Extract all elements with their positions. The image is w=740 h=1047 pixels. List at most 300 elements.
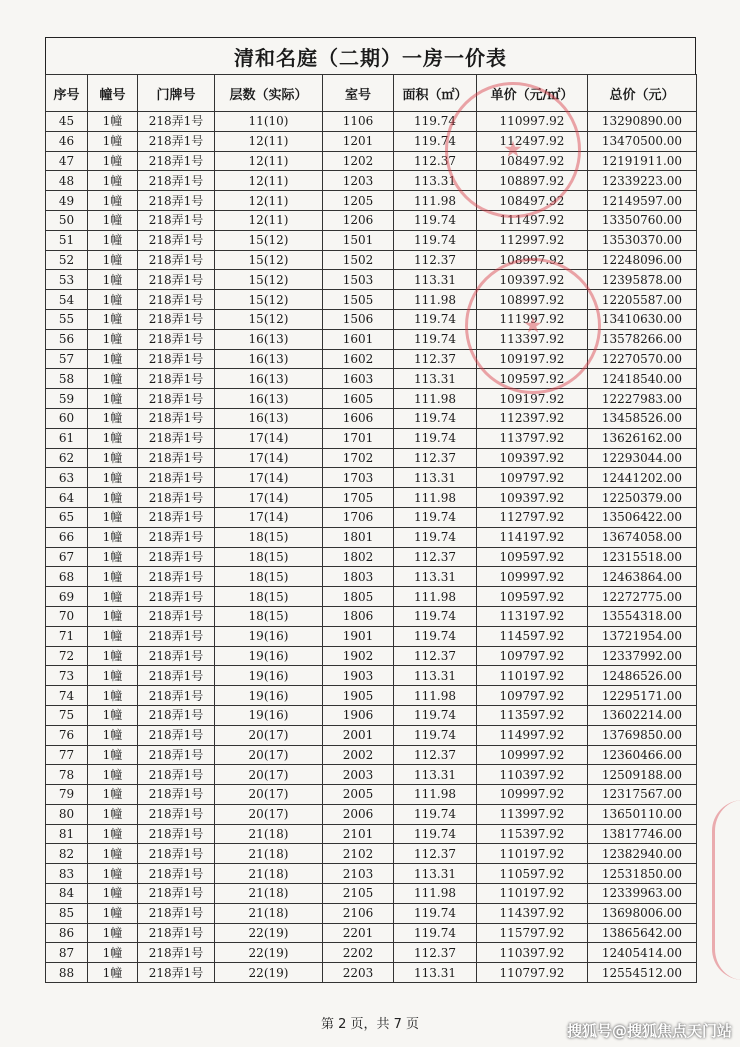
cell-floor: 15(12) [215, 290, 323, 310]
cell-door-number: 218弄1号 [138, 844, 215, 864]
cell-floor: 12(11) [215, 210, 323, 230]
cell-room: 1505 [323, 290, 394, 310]
cell-building: 1幢 [88, 903, 138, 923]
cell-room: 2005 [323, 785, 394, 805]
cell-door-number: 218弄1号 [138, 884, 215, 904]
cell-door-number: 218弄1号 [138, 785, 215, 805]
cell-area: 113.31 [394, 963, 477, 983]
price-table [45, 74, 697, 983]
table-row [46, 171, 697, 191]
cell-total-price: 12248096.00 [588, 250, 697, 270]
cell-index: 67 [46, 547, 88, 567]
cell-door-number: 218弄1号 [138, 943, 215, 963]
cell-building: 1幢 [88, 349, 138, 369]
cell-index: 55 [46, 309, 88, 329]
cell-floor: 21(18) [215, 903, 323, 923]
cell-room: 1801 [323, 527, 394, 547]
cell-unit-price: 109397.92 [477, 448, 588, 468]
cell-unit-price: 112497.92 [477, 131, 588, 151]
cell-floor: 15(12) [215, 230, 323, 250]
official-seal-stamp [465, 258, 601, 394]
cell-area: 112.37 [394, 547, 477, 567]
cell-building: 1幢 [88, 864, 138, 884]
cell-total-price: 12317567.00 [588, 785, 697, 805]
cell-floor: 12(11) [215, 191, 323, 211]
cell-door-number: 218弄1号 [138, 804, 215, 824]
cell-door-number: 218弄1号 [138, 626, 215, 646]
cell-building: 1幢 [88, 587, 138, 607]
table-row [46, 745, 697, 765]
cell-room: 1205 [323, 191, 394, 211]
cell-room: 2202 [323, 943, 394, 963]
cell-unit-price: 110197.92 [477, 844, 588, 864]
cell-building: 1幢 [88, 290, 138, 310]
cell-total-price: 13506422.00 [588, 507, 697, 527]
cell-total-price: 12509188.00 [588, 765, 697, 785]
table-row [46, 112, 697, 132]
cell-unit-price: 110997.92 [477, 112, 588, 132]
table-row [46, 151, 697, 171]
cell-area: 119.74 [394, 606, 477, 626]
cell-unit-price: 111997.92 [477, 309, 588, 329]
cell-floor: 11(10) [215, 112, 323, 132]
cell-door-number: 218弄1号 [138, 903, 215, 923]
cell-door-number: 218弄1号 [138, 567, 215, 587]
cell-area: 112.37 [394, 349, 477, 369]
cell-unit-price: 111497.92 [477, 210, 588, 230]
cell-unit-price: 114597.92 [477, 626, 588, 646]
cell-floor: 22(19) [215, 943, 323, 963]
cell-door-number: 218弄1号 [138, 191, 215, 211]
cell-building: 1幢 [88, 250, 138, 270]
table-row [46, 191, 697, 211]
cell-room: 1203 [323, 171, 394, 191]
cell-unit-price: 112797.92 [477, 507, 588, 527]
cell-area: 119.74 [394, 527, 477, 547]
cell-total-price: 13530370.00 [588, 230, 697, 250]
cell-index: 66 [46, 527, 88, 547]
table-row [46, 963, 697, 983]
cell-building: 1幢 [88, 824, 138, 844]
cell-total-price: 13817746.00 [588, 824, 697, 844]
cell-unit-price: 109397.92 [477, 270, 588, 290]
cell-total-price: 12554512.00 [588, 963, 697, 983]
cell-index: 69 [46, 587, 88, 607]
cell-building: 1幢 [88, 270, 138, 290]
cell-area: 113.31 [394, 270, 477, 290]
cell-index: 56 [46, 329, 88, 349]
cell-area: 119.74 [394, 626, 477, 646]
cell-index: 64 [46, 488, 88, 508]
cell-index: 81 [46, 824, 88, 844]
cell-room: 1503 [323, 270, 394, 290]
cell-area: 113.31 [394, 171, 477, 191]
cell-building: 1幢 [88, 606, 138, 626]
official-seal-stamp [445, 82, 581, 218]
cell-floor: 12(11) [215, 171, 323, 191]
cell-room: 1906 [323, 705, 394, 725]
cell-door-number: 218弄1号 [138, 765, 215, 785]
page-number: 第 2 页，共 7 页 [320, 1017, 420, 1032]
table-row [46, 725, 697, 745]
cell-area: 119.74 [394, 507, 477, 527]
edge-seal-stamp [712, 800, 740, 980]
cell-door-number: 218弄1号 [138, 210, 215, 230]
cell-door-number: 218弄1号 [138, 587, 215, 607]
cell-index: 65 [46, 507, 88, 527]
cell-index: 87 [46, 943, 88, 963]
cell-unit-price: 109197.92 [477, 349, 588, 369]
cell-building: 1幢 [88, 785, 138, 805]
cell-area: 119.74 [394, 705, 477, 725]
header-index: 序号 [46, 75, 88, 112]
header-door-number: 门牌号 [138, 75, 215, 112]
cell-door-number: 218弄1号 [138, 527, 215, 547]
header-building: 幢号 [88, 75, 138, 112]
cell-area: 119.74 [394, 230, 477, 250]
cell-building: 1幢 [88, 389, 138, 409]
cell-area: 119.74 [394, 824, 477, 844]
cell-room: 1902 [323, 646, 394, 666]
cell-floor: 17(14) [215, 507, 323, 527]
cell-building: 1幢 [88, 765, 138, 785]
cell-floor: 18(15) [215, 587, 323, 607]
cell-unit-price: 110197.92 [477, 884, 588, 904]
cell-floor: 16(13) [215, 408, 323, 428]
cell-total-price: 13470500.00 [588, 131, 697, 151]
cell-unit-price: 109397.92 [477, 488, 588, 508]
cell-door-number: 218弄1号 [138, 963, 215, 983]
cell-area: 112.37 [394, 943, 477, 963]
cell-index: 61 [46, 428, 88, 448]
cell-index: 86 [46, 923, 88, 943]
cell-unit-price: 110397.92 [477, 765, 588, 785]
cell-total-price: 13410630.00 [588, 309, 697, 329]
cell-floor: 21(18) [215, 844, 323, 864]
cell-index: 71 [46, 626, 88, 646]
cell-area: 119.74 [394, 903, 477, 923]
cell-floor: 15(12) [215, 309, 323, 329]
table-row [46, 884, 697, 904]
cell-index: 63 [46, 468, 88, 488]
cell-building: 1幢 [88, 943, 138, 963]
cell-room: 2201 [323, 923, 394, 943]
cell-total-price: 13769850.00 [588, 725, 697, 745]
header-area: 面积（㎡） [394, 75, 477, 112]
cell-door-number: 218弄1号 [138, 112, 215, 132]
table-row [46, 587, 697, 607]
cell-door-number: 218弄1号 [138, 468, 215, 488]
cell-room: 1603 [323, 369, 394, 389]
cell-index: 77 [46, 745, 88, 765]
cell-room: 1901 [323, 626, 394, 646]
cell-index: 78 [46, 765, 88, 785]
cell-index: 53 [46, 270, 88, 290]
cell-index: 50 [46, 210, 88, 230]
cell-floor: 17(14) [215, 468, 323, 488]
cell-unit-price: 110797.92 [477, 963, 588, 983]
cell-area: 111.98 [394, 488, 477, 508]
table-row [46, 804, 697, 824]
cell-index: 73 [46, 666, 88, 686]
cell-building: 1幢 [88, 151, 138, 171]
cell-floor: 22(19) [215, 923, 323, 943]
cell-floor: 12(11) [215, 151, 323, 171]
cell-total-price: 13650110.00 [588, 804, 697, 824]
table-row [46, 864, 697, 884]
cell-unit-price: 109797.92 [477, 686, 588, 706]
cell-total-price: 12191911.00 [588, 151, 697, 171]
table-row [46, 824, 697, 844]
cell-building: 1幢 [88, 646, 138, 666]
cell-unit-price: 112397.92 [477, 408, 588, 428]
cell-room: 2001 [323, 725, 394, 745]
cell-room: 1705 [323, 488, 394, 508]
cell-index: 47 [46, 151, 88, 171]
cell-door-number: 218弄1号 [138, 270, 215, 290]
cell-total-price: 12227983.00 [588, 389, 697, 409]
cell-door-number: 218弄1号 [138, 131, 215, 151]
cell-index: 54 [46, 290, 88, 310]
cell-total-price: 12395878.00 [588, 270, 697, 290]
cell-building: 1幢 [88, 112, 138, 132]
cell-door-number: 218弄1号 [138, 349, 215, 369]
cell-room: 2102 [323, 844, 394, 864]
cell-room: 1601 [323, 329, 394, 349]
cell-area: 119.74 [394, 131, 477, 151]
cell-unit-price: 108497.92 [477, 191, 588, 211]
cell-building: 1幢 [88, 507, 138, 527]
cell-area: 119.74 [394, 112, 477, 132]
cell-building: 1幢 [88, 191, 138, 211]
table-row [46, 131, 697, 151]
cell-building: 1幢 [88, 705, 138, 725]
cell-room: 1202 [323, 151, 394, 171]
cell-area: 113.31 [394, 567, 477, 587]
cell-total-price: 13721954.00 [588, 626, 697, 646]
cell-area: 112.37 [394, 745, 477, 765]
cell-building: 1幢 [88, 666, 138, 686]
cell-index: 74 [46, 686, 88, 706]
cell-floor: 20(17) [215, 785, 323, 805]
cell-total-price: 12418540.00 [588, 369, 697, 389]
cell-total-price: 12441202.00 [588, 468, 697, 488]
cell-index: 80 [46, 804, 88, 824]
cell-area: 112.37 [394, 250, 477, 270]
table-row [46, 448, 697, 468]
cell-unit-price: 114397.92 [477, 903, 588, 923]
cell-room: 1206 [323, 210, 394, 230]
cell-floor: 16(13) [215, 369, 323, 389]
table-row [46, 666, 697, 686]
table-row [46, 686, 697, 706]
cell-room: 1606 [323, 408, 394, 428]
header-floor: 层数（实际） [215, 75, 323, 112]
cell-index: 83 [46, 864, 88, 884]
cell-total-price: 13350760.00 [588, 210, 697, 230]
page-title: 清和名庭（二期）一房一价表 [45, 37, 696, 74]
cell-door-number: 218弄1号 [138, 725, 215, 745]
watermark: 搜狐号@搜狐焦点天门站 [566, 1022, 732, 1040]
cell-unit-price: 110397.92 [477, 943, 588, 963]
cell-area: 112.37 [394, 844, 477, 864]
cell-floor: 19(16) [215, 666, 323, 686]
cell-unit-price: 109997.92 [477, 785, 588, 805]
cell-building: 1幢 [88, 527, 138, 547]
cell-door-number: 218弄1号 [138, 448, 215, 468]
cell-door-number: 218弄1号 [138, 705, 215, 725]
cell-floor: 22(19) [215, 963, 323, 983]
cell-unit-price: 109797.92 [477, 468, 588, 488]
cell-floor: 17(14) [215, 488, 323, 508]
cell-unit-price: 108497.92 [477, 151, 588, 171]
cell-total-price: 12360466.00 [588, 745, 697, 765]
cell-building: 1幢 [88, 923, 138, 943]
cell-building: 1幢 [88, 329, 138, 349]
cell-building: 1幢 [88, 171, 138, 191]
cell-room: 1703 [323, 468, 394, 488]
cell-building: 1幢 [88, 309, 138, 329]
cell-floor: 20(17) [215, 745, 323, 765]
table-row [46, 765, 697, 785]
cell-area: 112.37 [394, 646, 477, 666]
cell-unit-price: 112997.92 [477, 230, 588, 250]
cell-index: 68 [46, 567, 88, 587]
cell-room: 1803 [323, 567, 394, 587]
cell-area: 111.98 [394, 389, 477, 409]
cell-door-number: 218弄1号 [138, 686, 215, 706]
cell-door-number: 218弄1号 [138, 408, 215, 428]
table-row [46, 369, 697, 389]
cell-total-price: 12339963.00 [588, 884, 697, 904]
cell-floor: 15(12) [215, 270, 323, 290]
cell-door-number: 218弄1号 [138, 606, 215, 626]
cell-room: 1501 [323, 230, 394, 250]
cell-total-price: 12270570.00 [588, 349, 697, 369]
table-row [46, 567, 697, 587]
cell-total-price: 13458526.00 [588, 408, 697, 428]
cell-floor: 20(17) [215, 804, 323, 824]
cell-unit-price: 115797.92 [477, 923, 588, 943]
cell-index: 58 [46, 369, 88, 389]
cell-room: 1506 [323, 309, 394, 329]
cell-unit-price: 109997.92 [477, 745, 588, 765]
cell-building: 1幢 [88, 369, 138, 389]
table-row [46, 349, 697, 369]
cell-total-price: 12250379.00 [588, 488, 697, 508]
cell-total-price: 13698006.00 [588, 903, 697, 923]
cell-total-price: 12486526.00 [588, 666, 697, 686]
cell-door-number: 218弄1号 [138, 824, 215, 844]
table-row [46, 230, 697, 250]
table-row [46, 844, 697, 864]
table-row [46, 626, 697, 646]
cell-total-price: 12293044.00 [588, 448, 697, 468]
cell-total-price: 12382940.00 [588, 844, 697, 864]
table-row [46, 547, 697, 567]
cell-total-price: 12337992.00 [588, 646, 697, 666]
cell-index: 52 [46, 250, 88, 270]
cell-room: 2002 [323, 745, 394, 765]
cell-floor: 19(16) [215, 626, 323, 646]
cell-total-price: 12315518.00 [588, 547, 697, 567]
cell-unit-price: 109597.92 [477, 587, 588, 607]
cell-building: 1幢 [88, 131, 138, 151]
cell-total-price: 12405414.00 [588, 943, 697, 963]
header-unit-price: 单价（元/㎡） [477, 75, 588, 112]
cell-room: 1806 [323, 606, 394, 626]
cell-floor: 16(13) [215, 329, 323, 349]
cell-door-number: 218弄1号 [138, 864, 215, 884]
table-row [46, 923, 697, 943]
cell-total-price: 12149597.00 [588, 191, 697, 211]
table-row [46, 389, 697, 409]
cell-area: 113.31 [394, 468, 477, 488]
cell-room: 1201 [323, 131, 394, 151]
cell-building: 1幢 [88, 547, 138, 567]
cell-door-number: 218弄1号 [138, 290, 215, 310]
cell-area: 112.37 [394, 448, 477, 468]
cell-door-number: 218弄1号 [138, 389, 215, 409]
cell-total-price: 13626162.00 [588, 428, 697, 448]
cell-unit-price: 108897.92 [477, 171, 588, 191]
table-row [46, 408, 697, 428]
cell-room: 2106 [323, 903, 394, 923]
cell-room: 1605 [323, 389, 394, 409]
cell-floor: 21(18) [215, 864, 323, 884]
cell-floor: 18(15) [215, 547, 323, 567]
cell-unit-price: 109197.92 [477, 389, 588, 409]
cell-room: 2003 [323, 765, 394, 785]
cell-index: 82 [46, 844, 88, 864]
table-row [46, 785, 697, 805]
cell-unit-price: 109997.92 [477, 567, 588, 587]
cell-area: 119.74 [394, 408, 477, 428]
cell-unit-price: 110597.92 [477, 864, 588, 884]
cell-building: 1幢 [88, 488, 138, 508]
cell-door-number: 218弄1号 [138, 507, 215, 527]
cell-area: 111.98 [394, 686, 477, 706]
cell-index: 57 [46, 349, 88, 369]
header-total-price: 总价（元） [588, 75, 697, 112]
cell-total-price: 12272775.00 [588, 587, 697, 607]
cell-unit-price: 109597.92 [477, 369, 588, 389]
cell-area: 119.74 [394, 804, 477, 824]
cell-unit-price: 114997.92 [477, 725, 588, 745]
cell-room: 2103 [323, 864, 394, 884]
cell-building: 1幢 [88, 448, 138, 468]
cell-index: 59 [46, 389, 88, 409]
table-row [46, 270, 697, 290]
cell-room: 1106 [323, 112, 394, 132]
cell-floor: 21(18) [215, 824, 323, 844]
cell-room: 1701 [323, 428, 394, 448]
cell-floor: 16(13) [215, 349, 323, 369]
cell-building: 1幢 [88, 963, 138, 983]
cell-total-price: 13602214.00 [588, 705, 697, 725]
cell-floor: 17(14) [215, 448, 323, 468]
cell-area: 111.98 [394, 884, 477, 904]
cell-total-price: 12295171.00 [588, 686, 697, 706]
cell-floor: 18(15) [215, 527, 323, 547]
table-row [46, 468, 697, 488]
cell-unit-price: 110197.92 [477, 666, 588, 686]
cell-area: 111.98 [394, 290, 477, 310]
cell-floor: 19(16) [215, 686, 323, 706]
table-body [46, 112, 697, 983]
cell-room: 2105 [323, 884, 394, 904]
cell-area: 111.98 [394, 785, 477, 805]
